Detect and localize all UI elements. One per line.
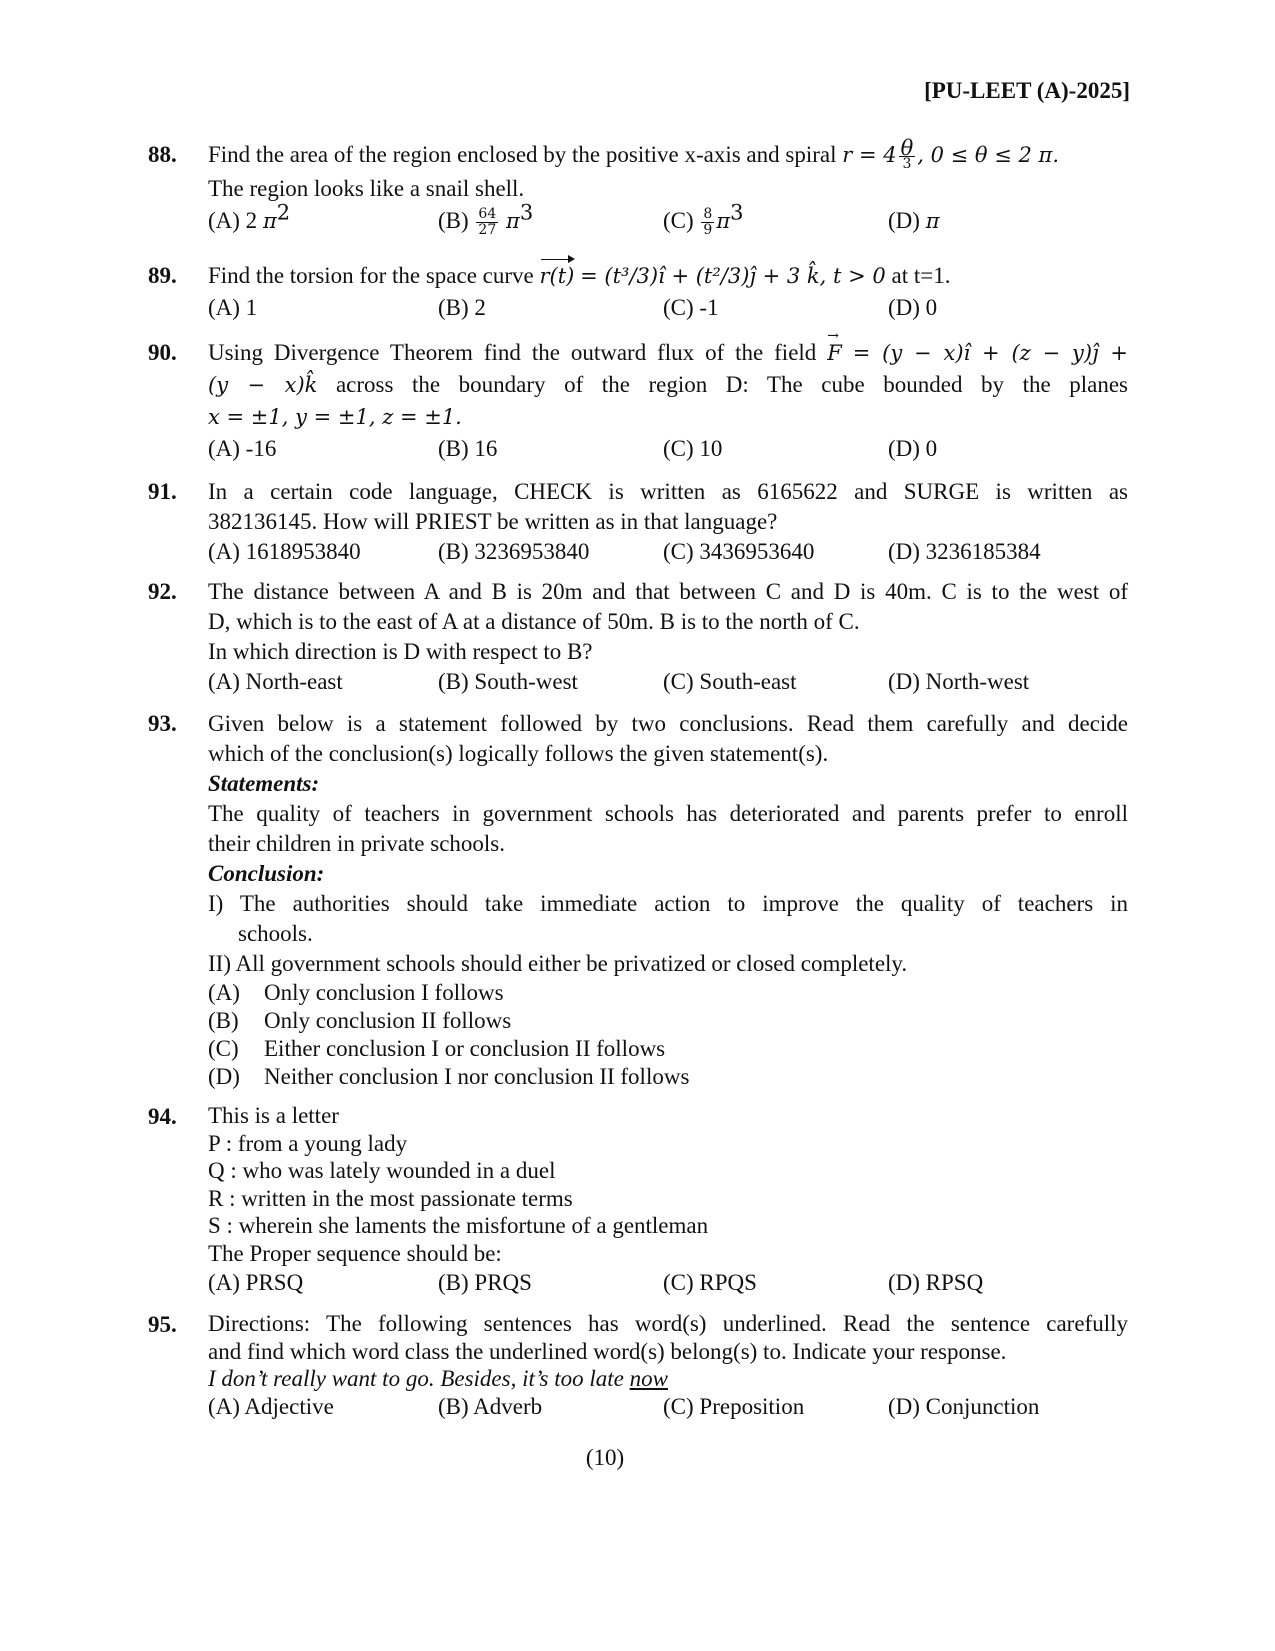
question-text: In which direction is D with respect to B? [208,639,593,664]
conclusion-1-cont: schools. [238,921,313,946]
option-c: (C) -1 [663,295,719,320]
option-a: (A) PRSQ [208,1270,304,1295]
option-d: (D) 0 [888,295,938,320]
example-sentence: I don’t really want to go. Besides, it’s too late now [208,1366,668,1391]
option-b: (B) 16 [438,436,498,461]
part-s: S : wherein she laments the misfortune of a gentleman [208,1213,709,1238]
option-d: (D) 0 [888,436,938,461]
option-c: (C) South-east [663,669,797,694]
question-number: 95. [148,1312,177,1337]
question-text: and find which word class the underlined word(s) belong(s) to. Indicate your response. [208,1338,1007,1364]
option-b: (B) Only conclusion II follows [208,1008,512,1033]
option-c: (C) 10 [663,436,723,461]
options [208,1393,1128,1423]
option-c: (C) RPQS [663,1270,757,1295]
question-text: 382136145. How will PRIEST be written as in that language? [208,509,778,534]
option-a: (A) North-east [208,669,343,694]
question-text: (y − x)k̂ across the boundary of the region D: The cube bounded by the planes [208,372,1128,397]
option-b: (B) 3236953840 [438,539,590,564]
option-d: (D) North-west [888,669,1030,694]
question-number: 90. [148,340,177,365]
vector-r: r(t) [540,261,575,291]
vector-f: → F [827,338,842,368]
option-c: (C) $\frac{8}{9}$ $\pi^3$ [663,200,744,239]
option-b: (B) PRQS [438,1270,532,1295]
question-text: Find the torsion for the space curve r(t) = (t³/3)î + (t²/3)ĵ + 3 k̂, t > 0 at t=1. [208,261,1128,291]
question-text: Using Divergence Theorem find the outward flux of the field → F = (y − x)î + (z − y)ĵ + [208,338,1128,370]
page-header: [PU-LEET (A)-2025] [924,78,1130,103]
options [208,200,1128,239]
option-c: (C) Preposition [663,1393,805,1419]
option-d: (D) π [888,208,940,234]
option-b: (B) South-west [438,669,578,694]
statement-text: The quality of teachers in government schools has deteriorated and parents prefer to enroll [208,801,1128,826]
underlined-word: now [629,1366,668,1391]
option-b: (B) $\frac{64}{27}$ $\pi^3$ [438,200,534,239]
question-number: 92. [148,579,177,604]
part-q: Q : who was lately wounded in a duel [208,1158,556,1183]
question-text: Given below is a statement followed by two conclusions. Read them carefully and decide [208,711,1128,736]
part-r: R : written in the most passionate terms [208,1185,573,1211]
question-number: 94. [148,1104,177,1129]
question-text: This is a letter [208,1103,339,1128]
part-p: P : from a young lady [208,1130,408,1156]
conclusion-label: Conclusion: [208,861,325,886]
question-number: 88. [148,142,177,167]
option-b: (B) 2 [438,295,486,320]
question-text: In a certain code language, CHECK is written as 6165622 and SURGE is written as [208,479,1128,504]
question-number: 93. [148,711,177,736]
option-a: (A) 2 $\pi^2$ [208,200,291,234]
options [208,434,1128,464]
option-c: (C) 3436953640 [663,539,815,564]
conclusion-1: I) The authorities should take immediate action to improve the quality of teachers in [208,891,1128,916]
conclusion-2: II) All government schools should either be privatized or closed completely. [208,951,908,976]
option-a: (A) Adjective [208,1393,334,1419]
option-d: (D) 3236185384 [888,539,1041,564]
question-text: The region looks like a snail shell. [208,176,525,202]
question-text: D, which is to the east of A at a distance of 50m. B is to the north of C. [208,609,860,634]
option-a: (A) Only conclusion I follows [208,980,504,1005]
option-a: (A) 1618953840 [208,539,361,564]
question-text: The distance between A and B is 20m and that between C and D is 40m. C is to the west of [208,579,1128,604]
question-text: which of the conclusion(s) logically follows the given statement(s). [208,741,829,766]
options [208,1269,1128,1299]
option-b: (B) Adverb [438,1393,543,1419]
options [208,537,1128,567]
option-d: (D) RPSQ [888,1270,984,1295]
fraction: $\frac{\theta}{3}$ [900,136,914,173]
option-c: (C) Either conclusion I or conclusion II follows [208,1036,666,1061]
question-text: x = ±1, y = ±1, z = ±1. [208,405,462,429]
option-d: (D) Neither conclusion I nor conclusion II follows [208,1064,690,1089]
option-a: (A) -16 [208,436,277,461]
question-number: 89. [148,263,177,288]
statements-label: Statements: [208,771,320,796]
statement-text: their children in private schools. [208,831,506,856]
options [208,667,1128,697]
question-text: Directions: The following sentences has word(s) underlined. Read the sentence carefully [208,1311,1128,1336]
question-text: Find the area of the region enclosed by the positive x-axis and spiral r = 4 $\frac{\theta}{3}$ , 0 ≤ θ ≤ 2 π. [208,136,1060,173]
question-text: The Proper sequence should be: [208,1240,502,1266]
question-number: 91. [148,479,177,504]
option-a: (A) 1 [208,295,258,320]
page-number: (10) [585,1445,625,1470]
option-d: (D) Conjunction [888,1393,1040,1419]
options [208,293,1128,323]
